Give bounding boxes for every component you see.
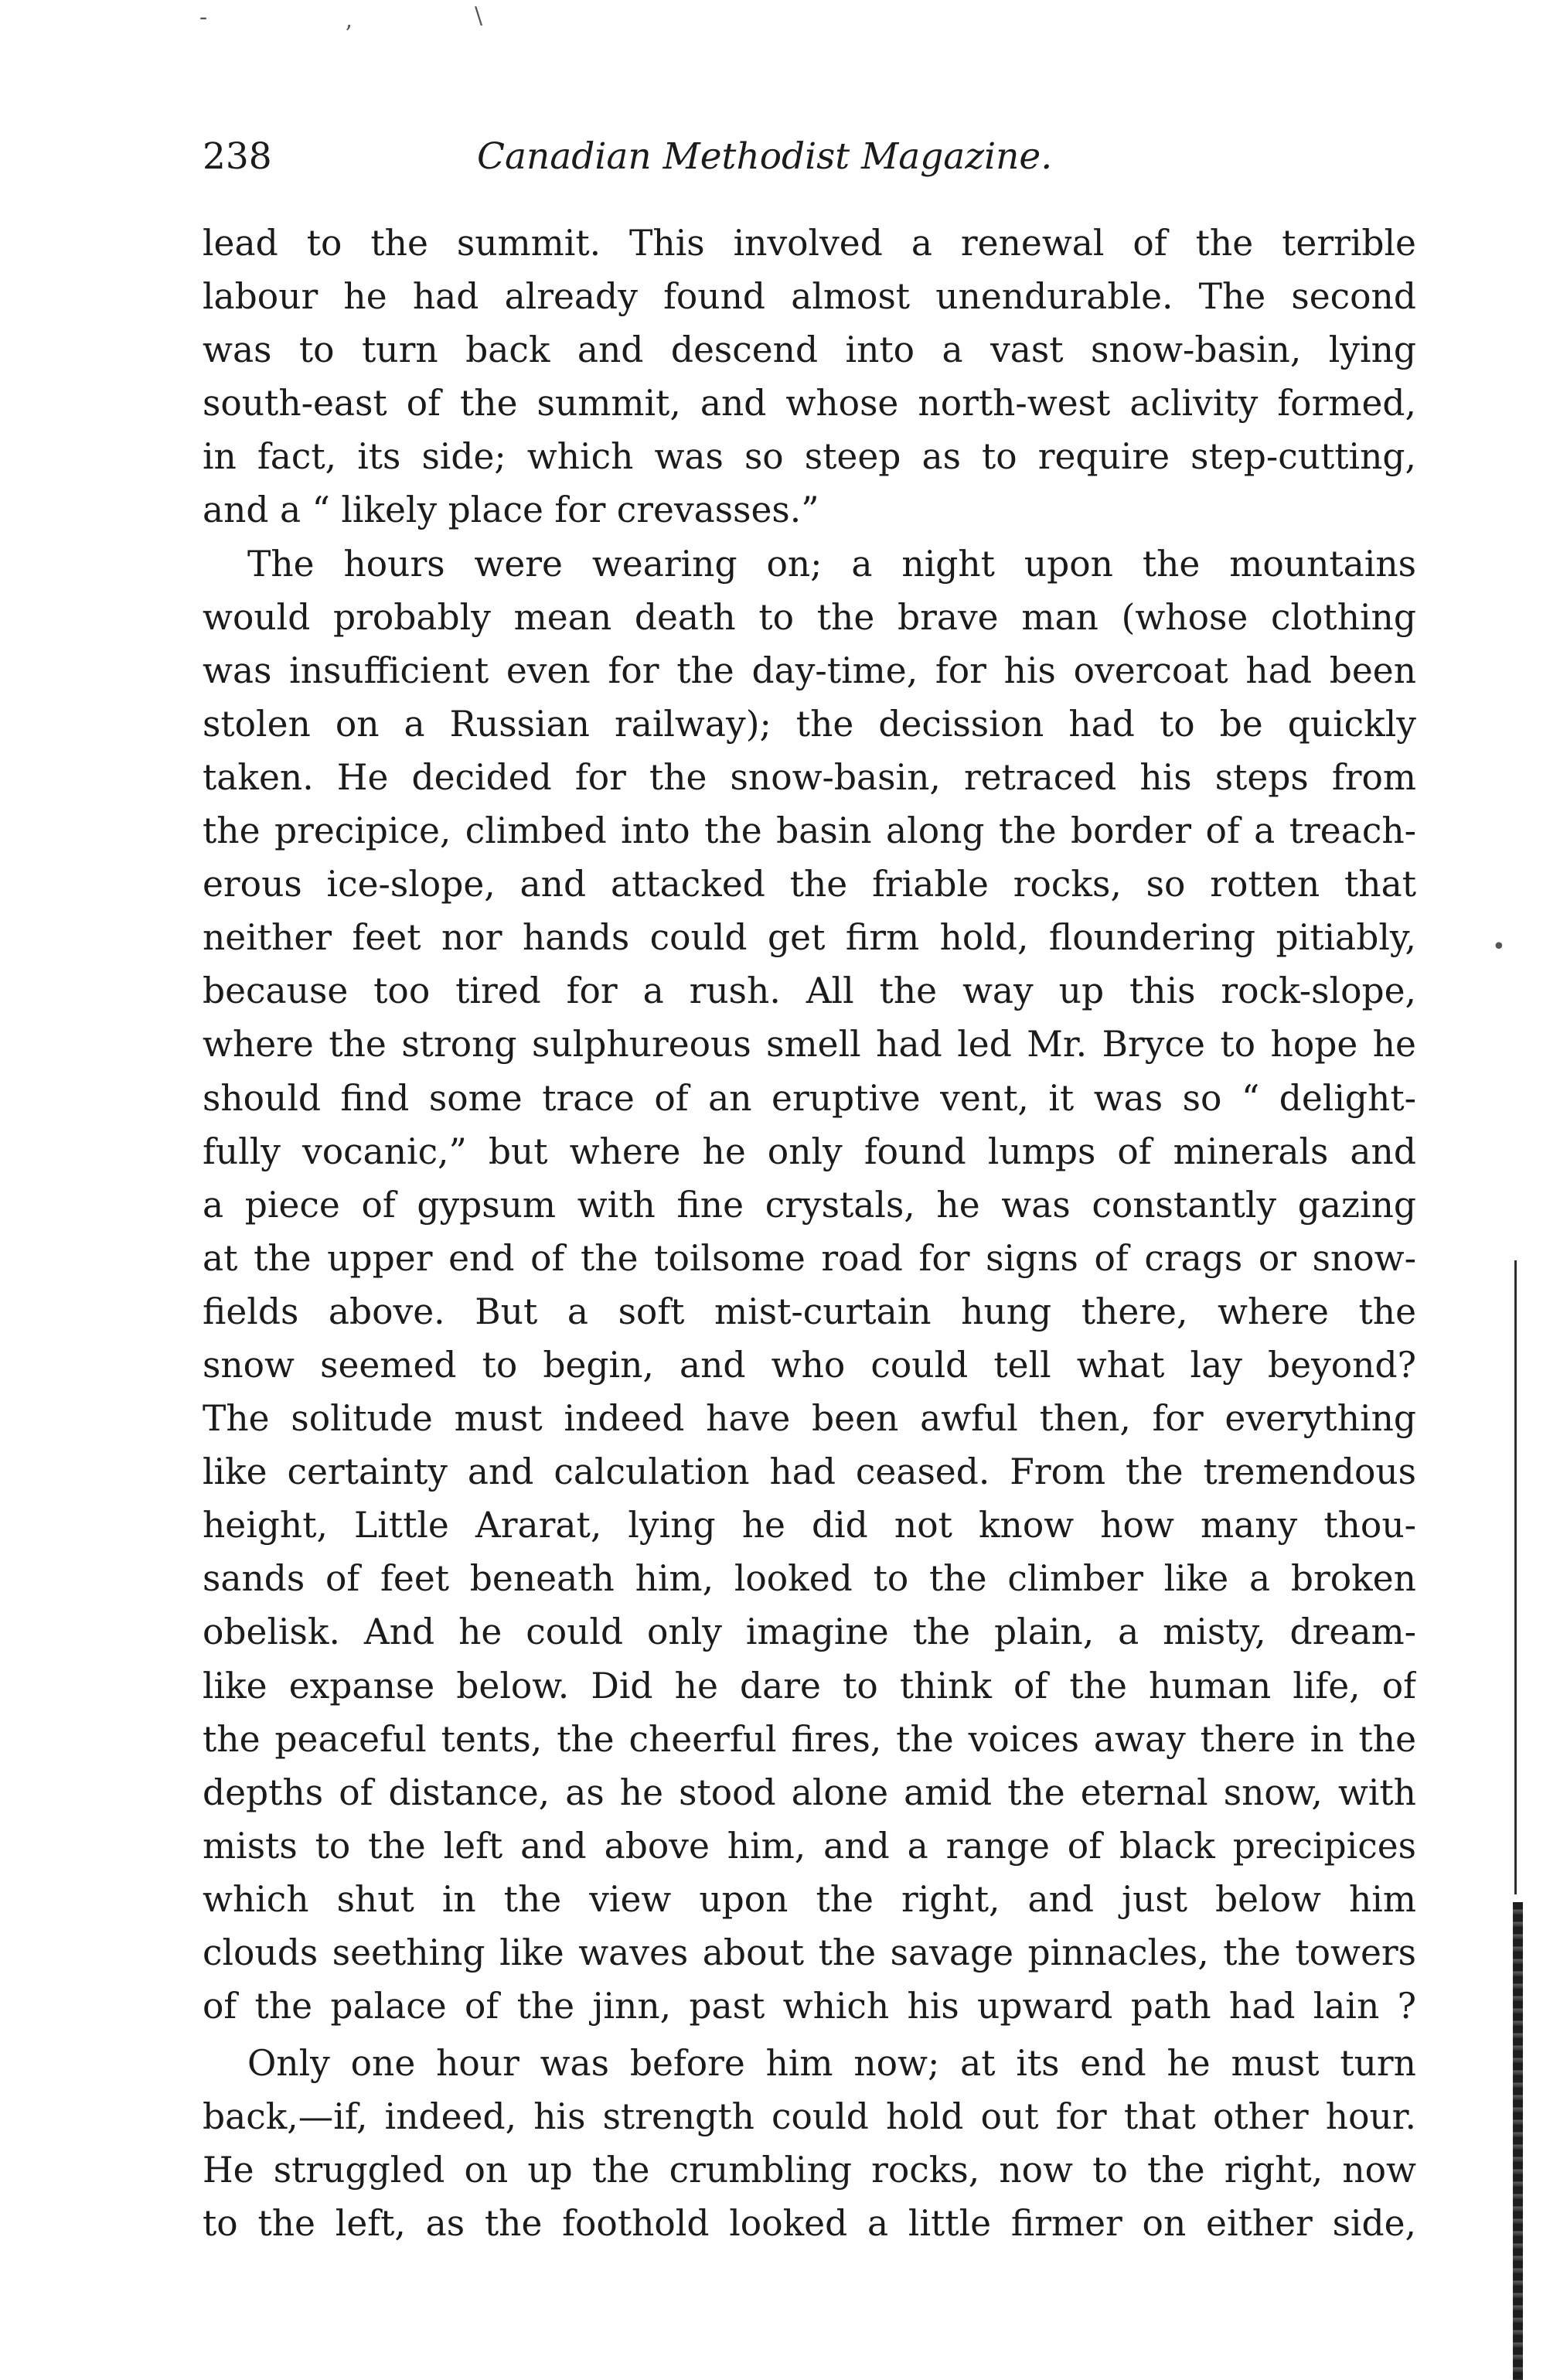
text-line: snow seemed to begin, and who could tell what lay beyond? [203,1344,1416,1386]
text-line: depths of distance, as he stood alone amid the eternal snow, with [203,1771,1416,1813]
page-header [203,130,1416,184]
binding-edge-line [1514,1260,1517,1894]
binding-edge-shadow [1513,1902,1523,2380]
body-text [203,217,1416,2251]
text-line: labour he had already found almost unendurable. The second [203,276,1416,318]
text-line: obelisk. And he could only imagine the plain, a misty, dream- [203,1611,1416,1653]
print-speck: • [1492,933,1506,960]
print-speck: ’ [345,21,353,48]
text-line: fully vocanic,” but where he only found lumps of minerals and [203,1130,1416,1172]
text-line: which shut in the view upon the right, and just below him [203,1878,1416,1920]
text-line: a piece of gypsum with fine crystals, he was constantly gazing [203,1184,1416,1226]
text-line: of the palace of the jinn, past which his upward path had lain ? [203,1986,1416,2027]
text-line: because too tired for a rush. All the way up this rock-slope, [203,970,1416,1012]
text-line: and a “ likely place for crevasses.” [203,489,819,531]
text-line: where the strong sulphureous smell had led Mr. Bryce to hope he [203,1024,1416,1066]
text-line: stolen on a Russian railway); the decission had to be quickly [203,703,1416,745]
text-line: erous ice-slope, and attacked the friable rocks, so rotten that [203,864,1416,905]
text-line: neither feet nor hands could get firm hold, floundering pitiably, [203,917,1416,959]
text-line: clouds seething like waves about the savage pinnacles, the towers [203,1932,1416,1973]
text-line: lead to the summit. This involved a renewal of the terrible [203,223,1416,264]
text-line: He struggled on up the crumbling rocks, now to the right, now [203,2150,1416,2191]
text-line: taken. He decided for the snow-basin, retraced his steps from [203,756,1416,798]
text-line: south-east of the summit, and whose north-west aclivity formed, [203,383,1416,425]
text-line: mists to the left and above him, and a range of black precipices [203,1825,1416,1867]
text-line: should find some trace of an eruptive vent, it was so “ delight- [203,1077,1416,1119]
text-line: the precipice, climbed into the basin along the border of a treach- [203,810,1416,852]
paragraph-start-line: Only one hour was before him now; at its end he must turn [247,2043,1416,2085]
text-line: the peaceful tents, the cheerful fires, the voices away there in the [203,1718,1416,1760]
text-line: The solitude must indeed have been awful then, for everything [203,1398,1416,1440]
text-line: at the upper end of the toilsome road for signs of crags or snow- [203,1237,1416,1279]
print-speck: - [199,4,208,31]
text-line: to the left, as the foothold looked a little firmer on either side, [203,2203,1416,2245]
text-line: was insufficient even for the day-time, for his overcoat had been [203,650,1416,691]
text-line: sands of feet beneath him, looked to the climber like a broken [203,1558,1416,1600]
text-line: back,—if, indeed, his strength could hold out for that other hour. [203,2096,1416,2138]
text-line: like certainty and calculation had ceased. From the tremendous [203,1451,1416,1493]
page-number: 238 [203,135,272,178]
text-line: was to turn back and descend into a vast snow-basin, lying [203,329,1416,371]
text-line: fields above. But a soft mist-curtain hung there, where the [203,1291,1416,1332]
text-line: in fact, its side; which was so steep as to require step-cutting, [203,436,1416,478]
text-line: would probably mean death to the brave man (whose clothing [203,596,1416,638]
text-line: height, Little Ararat, lying he did not know how many thou- [203,1505,1416,1546]
text-line: like expanse below. Did he dare to think of the human life, of [203,1665,1416,1707]
paragraph-start-line: The hours were wearing on; a night upon the mountains [247,543,1416,585]
print-speck: \ [475,2,483,29]
running-title: Canadian Methodist Magazine. [477,135,1053,178]
